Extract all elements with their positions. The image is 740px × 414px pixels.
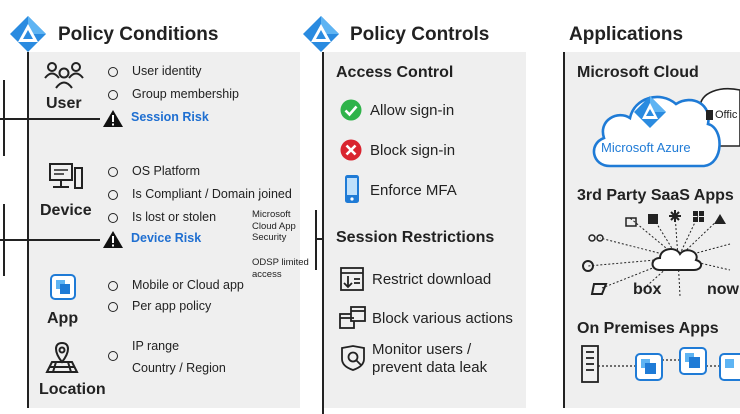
user-label: User <box>46 95 82 112</box>
location-pin-icon <box>44 340 80 374</box>
conditions-left-border <box>27 52 29 408</box>
azure-logo-icon <box>8 14 48 54</box>
check-circle-icon <box>340 99 362 121</box>
phone-mfa-icon <box>344 174 360 204</box>
controls-left-border <box>322 52 324 414</box>
device-item: Is Compliant / Domain joined <box>132 187 292 201</box>
session-bracket-line <box>315 210 317 270</box>
user-item: User identity <box>132 64 202 78</box>
microsoft-cloud-title: Microsoft Cloud <box>577 64 699 81</box>
access-control-title: Access Control <box>336 64 454 81</box>
location-item: IP range <box>132 339 180 353</box>
enforce-mfa-label: Enforce MFA <box>370 182 457 199</box>
connector-line <box>0 239 100 241</box>
app-item: Per app policy <box>132 299 212 313</box>
block-actions-icon <box>339 305 367 331</box>
bullet-circle <box>108 302 118 312</box>
azure-cloud-icon <box>588 80 740 172</box>
bullet-circle <box>108 67 118 77</box>
block-circle-icon <box>340 139 362 161</box>
mcas-note: Microsoft Cloud App Security <box>252 209 296 243</box>
session-restrictions-title: Session Restrictions <box>336 229 495 246</box>
office-label: Offic <box>715 109 738 121</box>
onprem-network-icon <box>580 342 740 386</box>
controls-title: Policy Controls <box>350 24 490 45</box>
app-label: App <box>47 310 79 327</box>
user-item: Group membership <box>132 87 239 101</box>
microsoft-azure-label: Microsoft Azure <box>601 140 691 155</box>
session-risk-label: Session Risk <box>131 110 209 124</box>
restrict-download-label: Restrict download <box>372 271 492 288</box>
conditions-title: Policy Conditions <box>58 24 219 45</box>
app-icon <box>50 274 76 300</box>
azure-logo-icon <box>301 14 341 54</box>
users-icon <box>44 58 84 90</box>
block-actions-label: Block various actions <box>372 310 513 327</box>
monitor-shield-icon <box>339 344 367 372</box>
saas-apps-title: 3rd Party SaaS Apps <box>577 187 734 204</box>
odsp-note: ODSP limited access <box>252 257 309 280</box>
device-item: OS Platform <box>132 164 201 178</box>
device-risk-label: Device Risk <box>131 231 202 245</box>
bullet-circle <box>108 167 118 177</box>
onprem-apps-title: On Premises Apps <box>577 320 719 337</box>
device-item: Is lost or stolen <box>132 210 217 224</box>
device-label: Device <box>40 202 92 219</box>
location-item: Country / Region <box>132 361 226 375</box>
applications-title: Applications <box>569 24 684 45</box>
bullet-circle <box>108 281 118 291</box>
warning-icon <box>102 109 124 128</box>
servicenow-logo: now <box>707 281 739 298</box>
download-icon <box>339 266 365 292</box>
box-logo: box <box>633 281 662 298</box>
app-item: Mobile or Cloud app <box>132 278 244 292</box>
warning-icon <box>102 230 124 249</box>
monitor-users-label: Monitor users / prevent data leak <box>372 341 488 376</box>
computer-icon <box>48 162 84 194</box>
location-label: Location <box>39 381 106 398</box>
block-signin-label: Block sign-in <box>370 142 456 159</box>
bullet-circle <box>108 213 118 223</box>
allow-signin-label: Allow sign-in <box>370 102 455 119</box>
bracket-line <box>3 204 5 276</box>
bullet-circle <box>108 190 118 200</box>
applications-left-border <box>563 52 565 408</box>
connector-line <box>0 118 100 120</box>
bracket-line <box>3 80 5 156</box>
bullet-circle <box>108 90 118 100</box>
bullet-circle <box>108 351 118 361</box>
